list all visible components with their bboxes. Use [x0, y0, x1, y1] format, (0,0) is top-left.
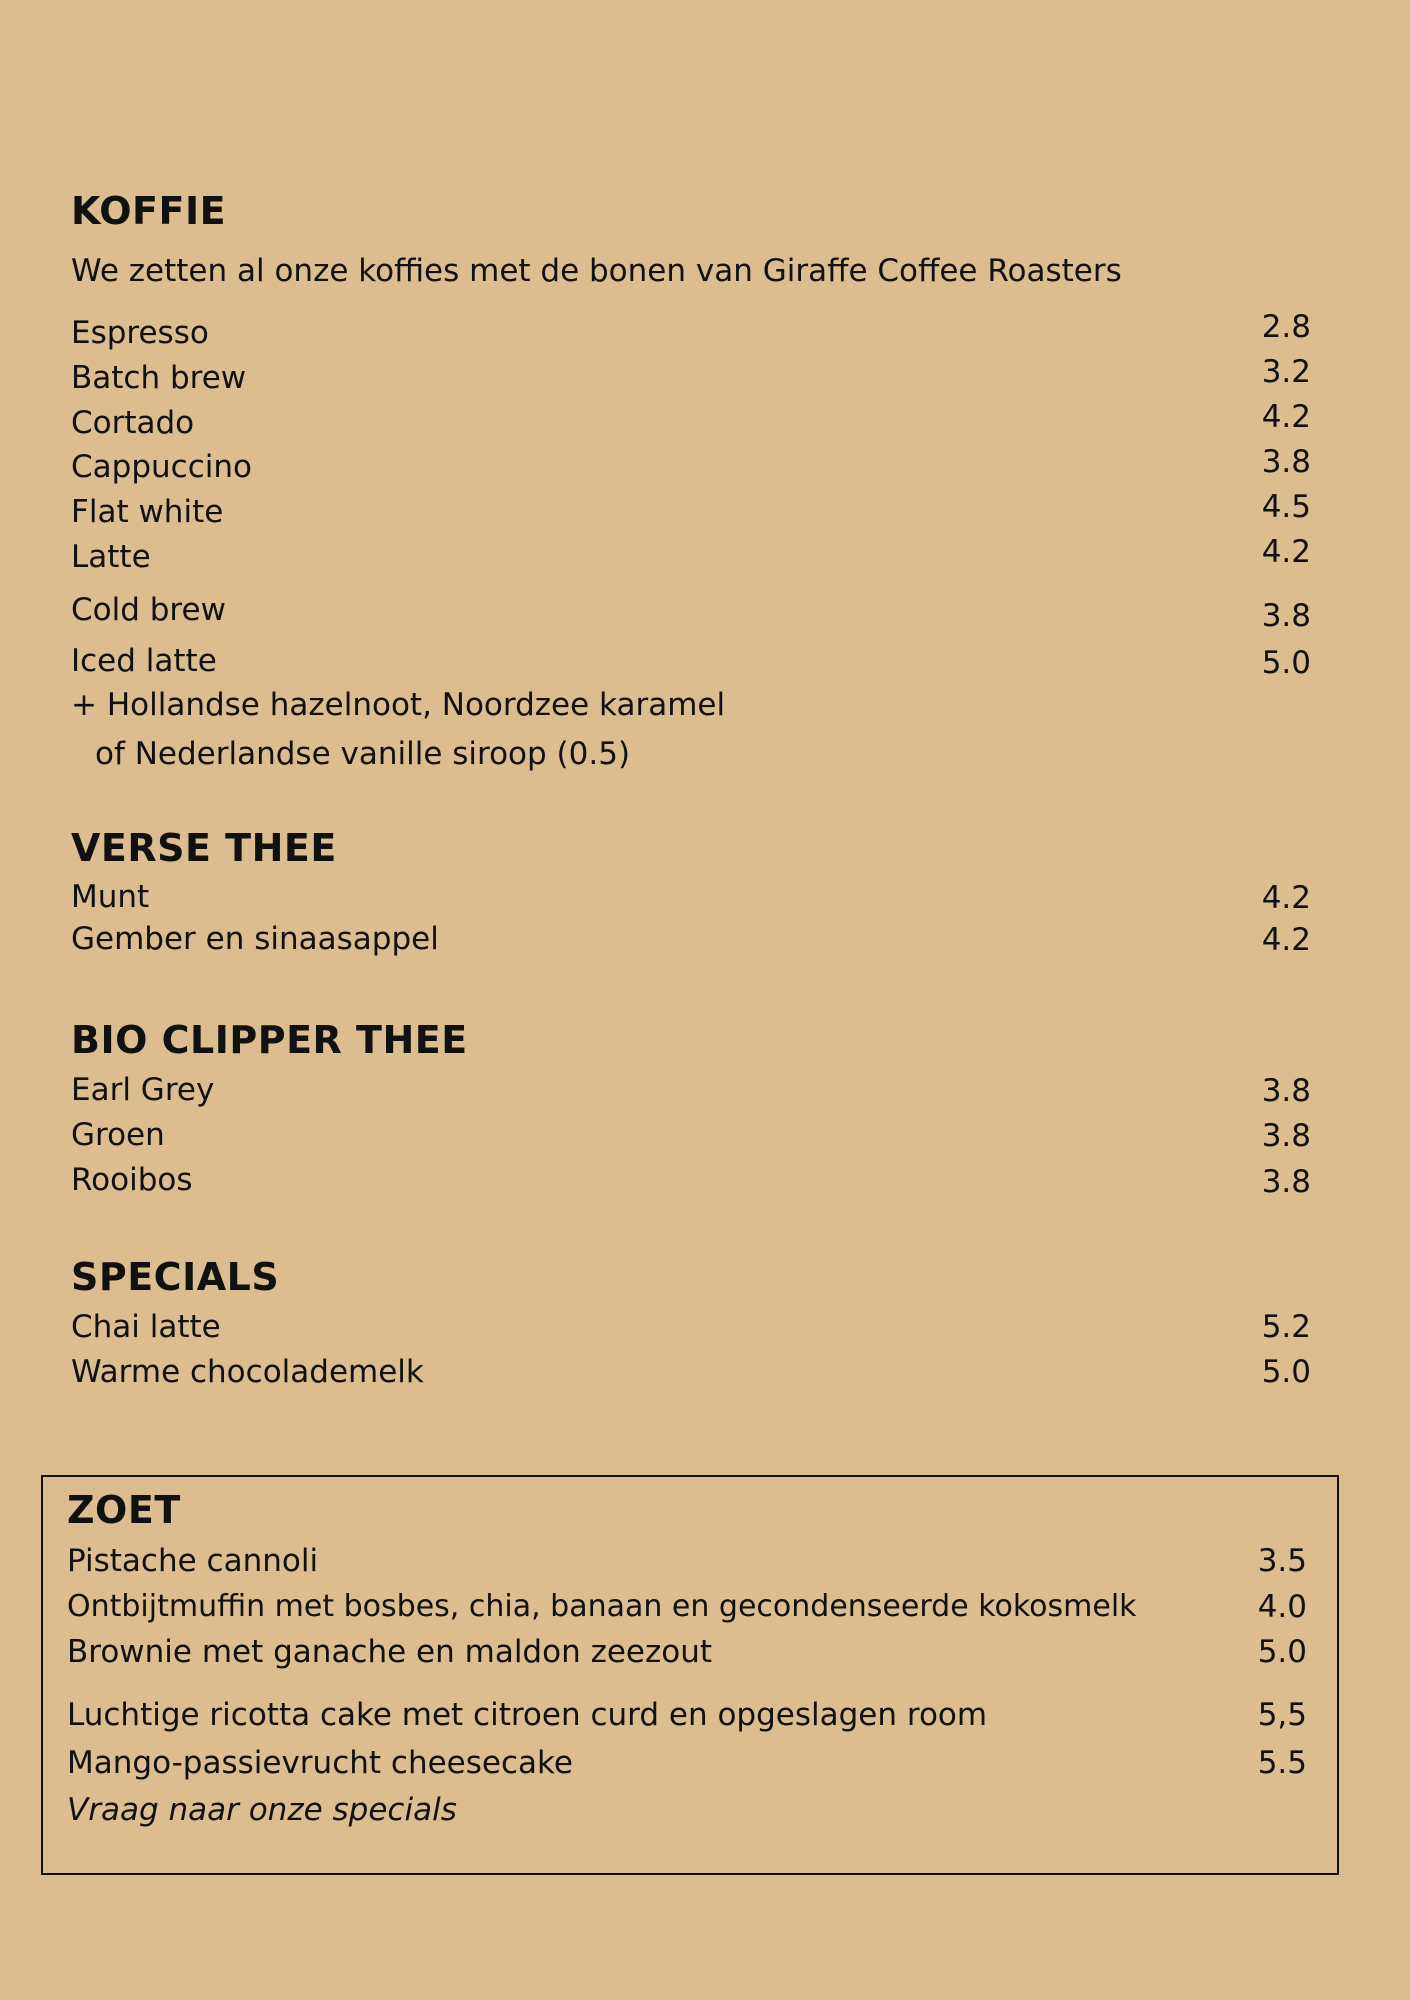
section-title-bio-clipper-thee: BIO CLIPPER THEE [71, 1018, 468, 1062]
menu-item-name: Latte [71, 539, 151, 575]
menu-item-name: Chai latte [71, 1309, 221, 1345]
menu-item-price: 5.0 [1261, 645, 1311, 681]
menu-item-price: 4.5 [1261, 489, 1311, 525]
menu-item-price: 3.2 [1261, 354, 1311, 390]
section-title-verse-thee: VERSE THEE [71, 826, 337, 870]
menu-item-name: Groen [71, 1117, 165, 1153]
menu-item-name: Ontbijtmuffin met bosbes, chia, banaan en gecondenseerde kokosmelk [67, 1589, 1137, 1624]
menu-item-price: 4.2 [1261, 880, 1311, 916]
menu-item-price: 4.2 [1261, 922, 1311, 958]
menu-item-name: Rooibos [71, 1162, 193, 1198]
menu-item-price: 3.5 [1257, 1543, 1307, 1579]
menu-item-price: 5.2 [1261, 1309, 1311, 1345]
menu-item-name: Brownie met ganache en maldon zeezout [67, 1634, 713, 1670]
syrup-addon-line: + Hollandse hazelnoot, Noordzee karamel [71, 687, 726, 723]
menu-item-name: Batch brew [71, 360, 247, 396]
menu-item-price: 5,5 [1257, 1697, 1307, 1733]
menu-item-name: Mango-passievrucht cheesecake [67, 1745, 573, 1781]
koffie-intro: We zetten al onze koffies met de bonen van Giraffe Coffee Roasters [71, 253, 1122, 289]
menu-item-name: Munt [71, 879, 150, 915]
menu-item-price: 2.8 [1261, 309, 1311, 345]
menu-item-price: 3.8 [1261, 1118, 1311, 1154]
specials-note: Vraag naar onze specials [67, 1792, 457, 1828]
menu-item-name: Flat white [71, 494, 224, 530]
menu-item-price: 3.8 [1261, 444, 1311, 480]
menu-item-price: 4.0 [1257, 1589, 1307, 1625]
menu-item-name: Luchtige ricotta cake met citroen curd en opgeslagen room [67, 1697, 988, 1733]
menu-item-name: Cold brew [71, 592, 226, 628]
menu-item-price: 5.5 [1257, 1745, 1307, 1781]
menu-item-price: 3.8 [1261, 1073, 1311, 1109]
menu-item-price: 4.2 [1261, 534, 1311, 570]
menu-item-name: Warme chocolademelk [71, 1354, 424, 1390]
menu-item-price: 3.8 [1261, 598, 1311, 634]
menu-item-name: Espresso [71, 315, 209, 351]
menu-item-name: Gember en sinaasappel [71, 921, 439, 957]
menu-item-price: 3.8 [1261, 1164, 1311, 1200]
section-title-koffie: KOFFIE [71, 189, 227, 233]
menu-item-name: Pistache cannoli [67, 1543, 319, 1579]
menu-item-price: 5.0 [1261, 1354, 1311, 1390]
section-title-zoet: ZOET [67, 1488, 181, 1532]
syrup-addon-line: of Nederlandse vanille siroop (0.5) [95, 736, 631, 772]
menu-item-price: 5.0 [1257, 1634, 1307, 1670]
menu-item-price: 4.2 [1261, 399, 1311, 435]
menu-item-name: Iced latte [71, 643, 217, 679]
menu-item-name: Cappuccino [71, 449, 252, 485]
menu-item-name: Earl Grey [71, 1072, 215, 1108]
menu-item-name: Cortado [71, 405, 195, 441]
section-title-specials: SPECIALS [71, 1255, 280, 1299]
